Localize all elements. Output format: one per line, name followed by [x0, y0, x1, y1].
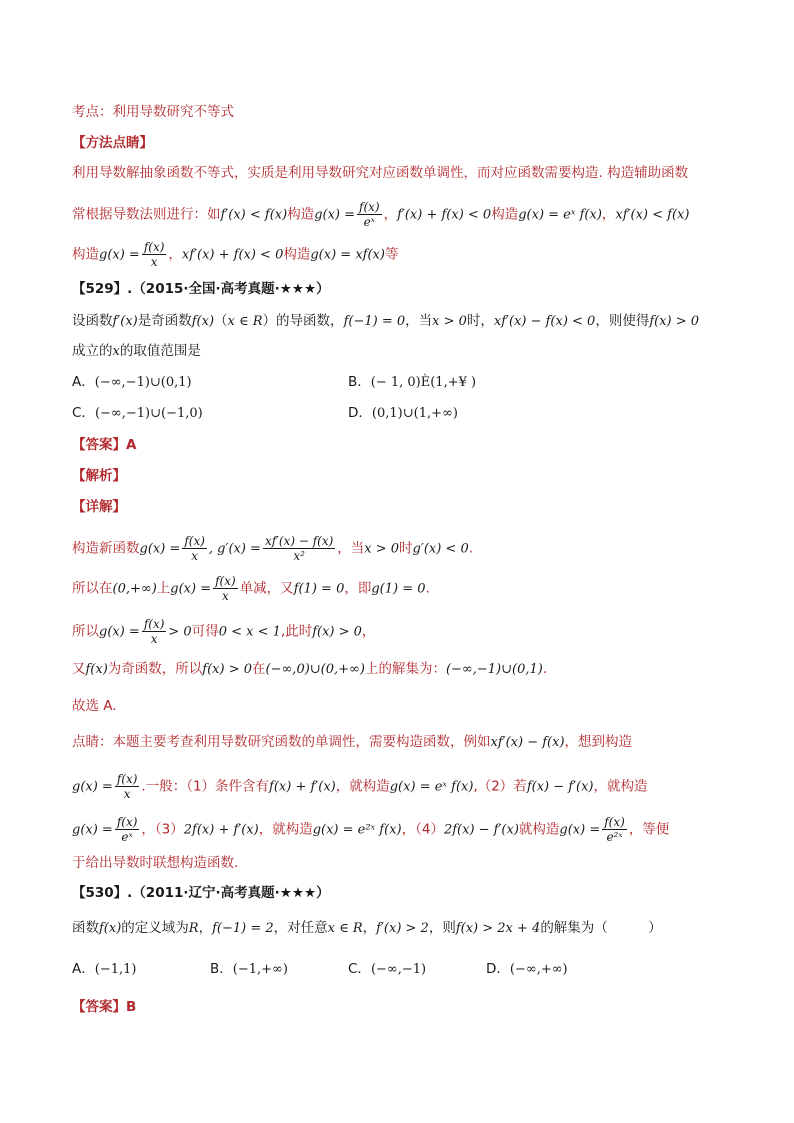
text: 构造 — [491, 206, 519, 223]
text: ，当 — [337, 540, 365, 557]
numerator: f(x) — [215, 574, 236, 588]
text: ，就构造 — [593, 778, 648, 795]
math: x > 0 — [364, 541, 400, 557]
math: xf′(x) < f(x) — [615, 207, 690, 223]
math: g(x) = eˣ f(x) — [518, 207, 602, 223]
math: g(x) = — [170, 581, 212, 597]
q530-option-b — [210, 959, 288, 980]
text: .一般：（1）条件含有 — [141, 778, 270, 795]
denominator: e²ˣ — [606, 830, 623, 844]
q529-solution-4 — [72, 659, 547, 680]
fraction — [142, 240, 167, 269]
text: 构造 — [287, 206, 315, 223]
math: xf′(x) − f(x) — [490, 735, 565, 750]
q530-heading: 【530】.（2011·辽宁·高考真题·★★★） — [72, 885, 330, 901]
text: 常根据导数法则进行：如 — [72, 206, 221, 223]
text: 设函数 — [72, 313, 113, 329]
method-line-3 — [72, 240, 398, 269]
text: 是奇函数 — [137, 313, 192, 329]
q529-conclusion: 故选 A. — [72, 698, 117, 714]
math: (−∞,0)∪(0,+∞) — [265, 662, 365, 677]
math: g(x) = — [314, 207, 356, 223]
text: 的定义域为 — [121, 920, 189, 936]
math: (−∞,−1)∪(0,1) — [445, 662, 543, 677]
text: 的取值范围是 — [119, 343, 201, 359]
math: f(x) — [191, 314, 215, 329]
q529-option-d — [348, 403, 458, 424]
text: ，想到构造 — [564, 734, 633, 750]
math: f(x) > 2x + 4 — [455, 921, 541, 936]
text: ，对任意 — [273, 920, 328, 936]
denominator: x — [150, 255, 158, 269]
math: g′(x) < 0 — [412, 541, 469, 557]
numerator: f(x) — [116, 772, 138, 786]
option-value: (−∞,−1)∪(−1,0) — [94, 406, 203, 421]
text: 构造新函数 — [72, 540, 140, 557]
math: f(x) > 0 — [649, 314, 700, 329]
numerator: f(x) — [604, 815, 625, 829]
math: xf′(x) + f(x) < 0 — [181, 247, 284, 263]
math: f(1) = 0 — [293, 581, 345, 597]
numerator: f(x) — [184, 534, 205, 548]
fraction — [182, 534, 207, 563]
math: , g′(x) = — [208, 541, 261, 557]
text: ,（2）若 — [473, 778, 527, 795]
text: ， — [601, 206, 616, 223]
text: ，（4） — [401, 821, 444, 838]
math: g(x) = e²ˣ f(x) — [312, 822, 402, 838]
math: f(x) — [85, 662, 108, 677]
q530-stem — [72, 918, 662, 939]
text: . — [542, 661, 548, 677]
text: ， — [383, 206, 398, 223]
text: 成立的 — [72, 343, 113, 359]
denominator: x — [123, 787, 131, 801]
math: x ∈ R — [227, 314, 263, 329]
math: xf′(x) − f(x) < 0 — [493, 314, 596, 329]
q529-dianjing-1 — [72, 732, 632, 753]
text: 构造 — [72, 246, 99, 263]
math: x ∈ R — [327, 921, 363, 936]
q529-jiexi-heading: 【解析】 — [72, 468, 126, 484]
text: ，就构造 — [258, 821, 313, 838]
q529-heading: 【529】.（2015·全国·高考真题·★★★） — [72, 281, 330, 297]
math: R — [188, 921, 199, 936]
option-label: D． — [348, 405, 372, 421]
text: ，当 — [405, 313, 433, 329]
text: 时 — [399, 540, 413, 557]
text: . — [468, 540, 474, 557]
method-heading: 【方法点睛】 — [72, 135, 153, 151]
text: ）的导函数， — [262, 313, 344, 329]
math: g(x) = — [559, 822, 601, 838]
text: 点睛：本题主要考查利用导数研究函数的单调性，需要构造函数，例如 — [72, 734, 491, 750]
text: 所以在 — [72, 580, 113, 597]
numerator: xf′(x) − f(x) — [264, 534, 334, 548]
numerator: f(x) — [359, 200, 380, 214]
math: f′(x) — [112, 314, 138, 329]
math: x > 0 — [432, 314, 467, 329]
text: 为奇函数，所以 — [107, 661, 203, 677]
text: 就构造 — [518, 821, 560, 838]
text: （ — [214, 313, 228, 329]
kaodian-line: 考点：利用导数研究不等式 — [72, 104, 234, 120]
text: 构造 — [283, 246, 311, 263]
numerator: f(x) — [116, 815, 138, 829]
option-label: D． — [486, 961, 510, 977]
denominator: x — [222, 589, 229, 603]
math: f′(x) < f(x) — [220, 207, 288, 223]
math: f(x) — [99, 921, 122, 936]
q529-option-b — [348, 372, 476, 393]
text: ，等便 — [628, 821, 670, 838]
option-value: (−∞,−1) — [370, 962, 427, 977]
text: ，则使得 — [595, 313, 650, 329]
text: ， — [168, 246, 182, 263]
fraction — [115, 772, 140, 801]
math: > 0 — [168, 624, 192, 640]
text: ， — [361, 623, 376, 640]
q529-xiangjie-heading: 【详解】 — [72, 499, 126, 515]
text: ，则 — [428, 920, 456, 936]
math: f(−1) = 2 — [212, 921, 274, 936]
text: 函数 — [72, 920, 99, 936]
text: . — [425, 580, 430, 597]
text: 可得 — [191, 623, 219, 640]
text: ，就构造 — [335, 778, 390, 795]
math: f(x) > 0 — [202, 662, 253, 677]
denominator: x² — [293, 549, 305, 563]
math: f(x) > 0 — [312, 624, 362, 640]
q530-option-a — [72, 959, 136, 980]
text: ， — [198, 920, 213, 936]
text: 等 — [384, 246, 399, 263]
q529-solution-1 — [72, 534, 473, 563]
option-label: A． — [72, 961, 95, 977]
text: ，（3） — [141, 821, 184, 838]
numerator: f(x) — [143, 617, 165, 631]
q530-answer: 【答案】B — [72, 999, 137, 1015]
math: 2f(x) + f′(x) — [183, 822, 259, 838]
q529-stem-1 — [72, 311, 699, 332]
math: g(x) = — [99, 247, 140, 263]
math: f′(x) + f(x) < 0 — [397, 207, 492, 223]
option-value: (− 1, 0)È(1,+¥ ) — [370, 375, 477, 390]
option-label: C． — [348, 961, 371, 977]
fraction — [263, 534, 335, 563]
text: 又 — [72, 661, 86, 677]
option-label: C． — [72, 405, 95, 421]
math: 0 < x < 1 — [218, 624, 281, 640]
fraction — [357, 200, 382, 229]
q529-solution-2 — [72, 574, 430, 603]
option-value: (−∞,+∞) — [509, 962, 568, 977]
option-label: B． — [348, 374, 371, 390]
q529-answer: 【答案】A — [72, 437, 137, 453]
math: g(x) = — [139, 541, 181, 557]
denominator: x — [150, 632, 158, 646]
math: g(x) = xf(x) — [310, 247, 385, 263]
option-value: (0,1)∪(1,+∞) — [371, 406, 458, 421]
math: f(−1) = 0 — [343, 314, 406, 329]
method-line-1: 利用导数解抽象函数不等式，实质是利用导数研究对应函数单调性，而对应函数需要构造. 构造辅助函数 — [72, 165, 689, 181]
fraction — [213, 574, 238, 603]
option-label: B． — [210, 961, 233, 977]
option-value: (−∞,−1)∪(0,1) — [94, 375, 192, 390]
text: 在 — [252, 661, 266, 677]
q530-option-d — [486, 959, 568, 980]
method-line-2 — [72, 200, 689, 229]
math: g(x) = eˣ f(x) — [389, 779, 474, 795]
fraction — [115, 815, 140, 844]
q529-solution-3 — [72, 617, 375, 646]
q529-dianjing-3 — [72, 815, 669, 844]
math: f′(x) > 2 — [376, 921, 429, 936]
option-label: A． — [72, 374, 95, 390]
denominator: eˣ — [121, 830, 133, 844]
q529-option-c — [72, 403, 203, 424]
math: g(x) = — [72, 779, 113, 795]
math: (0,+∞) — [112, 581, 157, 597]
numerator: f(x) — [143, 240, 165, 254]
math: x — [112, 344, 120, 359]
fraction — [142, 617, 167, 646]
text: 单减，又 — [239, 580, 294, 597]
fraction — [602, 815, 627, 844]
text: 所以 — [72, 623, 99, 640]
text: 的解集为（ ） — [540, 920, 662, 936]
option-value: (−1,1) — [94, 962, 137, 977]
math: g(x) = — [72, 822, 113, 838]
q530-option-c — [348, 959, 426, 980]
denominator: x — [191, 549, 198, 563]
q529-dianjing-2 — [72, 772, 648, 801]
q529-stem-2 — [72, 341, 201, 362]
denominator: eˣ — [363, 215, 375, 229]
math: g(1) = 0 — [371, 581, 426, 597]
text: ，即 — [344, 580, 372, 597]
math: g(x) = — [99, 624, 140, 640]
q529-option-a — [72, 372, 192, 393]
text: ， — [362, 920, 377, 936]
math: 2f(x) − f′(x) — [443, 822, 519, 838]
math: f(x) + f′(x) — [269, 779, 336, 795]
option-value: (−1,+∞) — [232, 962, 288, 977]
text: ,此时 — [280, 623, 313, 640]
math: f(x) − f′(x) — [526, 779, 594, 795]
text: 上的解集为： — [364, 661, 446, 677]
text: 时， — [466, 313, 494, 329]
text: 上 — [156, 580, 171, 597]
q529-dianjing-4: 于给出导数时联想构造函数. — [72, 855, 239, 871]
